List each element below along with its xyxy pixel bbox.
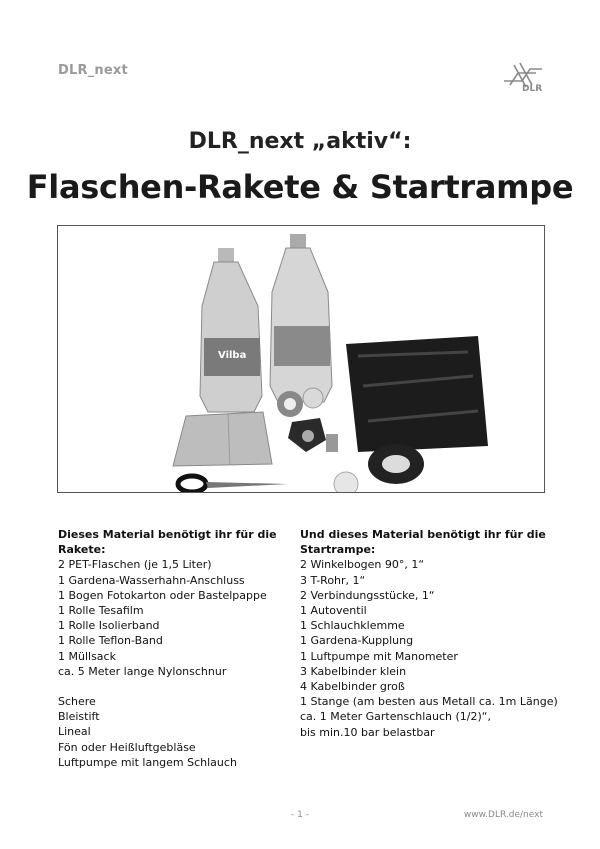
list-item: 1 Rolle Teflon-Band [58,634,163,648]
tool-item: Schere [58,695,96,709]
list-item: 1 Schlauchklemme [300,619,405,633]
list-item: 3 T-Rohr, 1“ [300,573,366,587]
bottle-label-text: Vilba [218,350,247,361]
list-item: 1 Rolle Tesafilm [58,604,144,618]
list-item: 1 Müllsack [58,649,116,663]
page-subtitle: DLR_next „aktiv“: [188,129,412,154]
tool-item: Lineal [58,725,91,739]
list-item: 1 Autoventil [300,604,367,618]
launcher-materials-heading: Und dieses Material benötigt ihr für die [300,528,546,541]
list-item: ca. 1 Meter Gartenschlauch (1/2)“, [300,710,491,724]
rocket-materials-heading: Dieses Material benötigt ihr für die Rakete: [58,528,277,557]
list-item: bis min.10 bar belastbar [300,725,435,739]
list-item: 4 Kabelbinder groß [300,680,405,694]
list-item: 2 PET-Flaschen (je 1,5 Liter) [58,558,212,572]
list-item: 2 Winkelbogen 90°, 1“ [300,558,425,572]
list-item: 1 Bogen Fotokarton oder Bastelpappe [58,588,267,602]
list-item: 1 Gardena-Wasserhahn-Anschluss [58,573,245,587]
rocket-materials-column [58,527,293,770]
list-item: ca. 5 Meter lange Nylonschnur [58,664,227,678]
brand-label: DLR_next [58,63,128,78]
list-item: 2 Verbindungsstücke, 1“ [300,588,435,602]
list-item: 1 Gardena-Kupplung [300,634,414,648]
launcher-materials-column [300,527,558,740]
tool-item: Fön oder Heißluftgebläse [58,740,196,754]
cardboard-sheet [173,412,272,466]
page-title: Flaschen-Rakete & Startrampe [26,168,574,206]
launcher-materials-heading-cont: Startrampe: [300,543,376,557]
footer-url[interactable]: www.DLR.de/next [463,810,543,820]
list-item: 1 Stange (am besten aus Metall ca. 1m Länge) [300,695,558,709]
logo-text: DLR [522,84,543,94]
tool-item: Luftpumpe mit langem Schlauch [58,755,237,769]
materials-photo [57,225,545,493]
list-item: 3 Kabelbinder klein [300,664,407,678]
tool-item: Bleistift [58,710,100,724]
page-number: - 1 - [291,810,309,820]
list-item: 1 Rolle Isolierband [58,619,160,633]
list-item: 1 Luftpumpe mit Manometer [300,649,458,663]
